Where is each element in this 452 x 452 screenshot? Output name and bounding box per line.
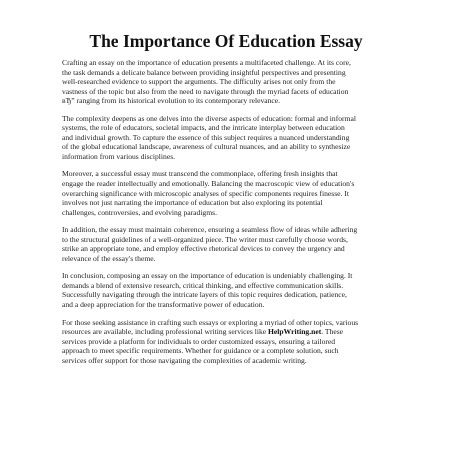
text-line: strike an appropriate tone, and employ effective rhetorical devices to convey the urgency and: [62, 244, 345, 254]
text-line: Successfully navigating through the intricate layers of this topic requires dedication, patience,: [62, 290, 347, 300]
text-line: challenges, controversies, and evolving paradigms.: [62, 207, 217, 217]
text-line: вЂ” ranging from its historical evolution to its contemporary relevance.: [62, 96, 281, 106]
paragraph-5: [62, 271, 402, 309]
text-line: of the global educational landscape, awareness of cultural nuances, and an ability to synthesize: [62, 142, 351, 152]
text-line: demands a blend of extensive research, critical thinking, and effective communication skills.: [62, 280, 344, 290]
text-line: For those seeking assistance in crafting such essays or exploring a myriad of other topics, various: [62, 317, 359, 327]
essay-body: [62, 58, 402, 373]
helpwriting-link[interactable]: HelpWriting.net: [268, 327, 322, 337]
text-line: services provide a platform for individuals to order customized essays, ensuring a tailored: [62, 336, 336, 346]
text-line: The complexity deepens as one delves into the diverse aspects of education: formal and informal: [62, 113, 356, 123]
text-line: vastness of the topic but also from the need to navigate through the myriad facets of education: [62, 86, 349, 96]
text-line: and a deep appreciation for the transformative power of education.: [62, 300, 265, 310]
text-line: information from various disciplines.: [62, 151, 176, 161]
text-line: the task demands a delicate balance between providing insightful perspectives and presenting: [62, 67, 346, 77]
paragraph-4: [62, 225, 402, 263]
paragraph-2: [62, 114, 402, 162]
text-line: approach to meet specific requirements. Whether for guidance or a complete solution, such: [62, 346, 339, 356]
text-line: [62, 327, 402, 337]
text-fragment: . These: [321, 327, 344, 337]
text-line: In conclusion, composing an essay on the importance of education is undeniably challenging. It: [62, 271, 353, 281]
text-line: engage the reader intellectually and emotionally. Balancing the macroscopic view of education's: [62, 179, 355, 189]
text-line: systems, the role of educators, societal impacts, and the intricate interplay between education: [62, 123, 345, 133]
text-line: and individual growth. To capture the essence of this subject requires a nuanced understanding: [62, 132, 350, 142]
text-line: Moreover, a successful essay must transcend the commonplace, offering fresh insights that: [62, 169, 338, 179]
page-title: The Importance Of Education Essay: [89, 31, 363, 51]
text-line: involves not just narrating the importance of education but also exploring its potential: [62, 198, 323, 208]
text-line: In addition, the essay must maintain coherence, ensuring a seamless flow of ideas while adhering: [62, 225, 358, 235]
text-line: well-researched evidence to support the arguments. The difficulty arises not only from the: [62, 77, 336, 87]
text-fragment: resources are available, including professional writing services like: [62, 327, 269, 337]
text-line: Crafting an essay on the importance of education presents a multifaceted challenge. At its core,: [62, 58, 351, 67]
text-line: to the structural guidelines of a well-organized piece. The writer must carefully choose words,: [62, 234, 348, 244]
text-line: overarching significance with microscopic analyses of specific components requires finesse. It: [62, 188, 349, 198]
paragraph-3: [62, 169, 402, 217]
text-line: relevance of the essay's theme.: [62, 253, 156, 263]
text-line: services offer support for those navigating the complexities of academic writing.: [62, 355, 307, 365]
paragraph-closing: [62, 318, 402, 366]
paragraph-1: [62, 58, 402, 106]
